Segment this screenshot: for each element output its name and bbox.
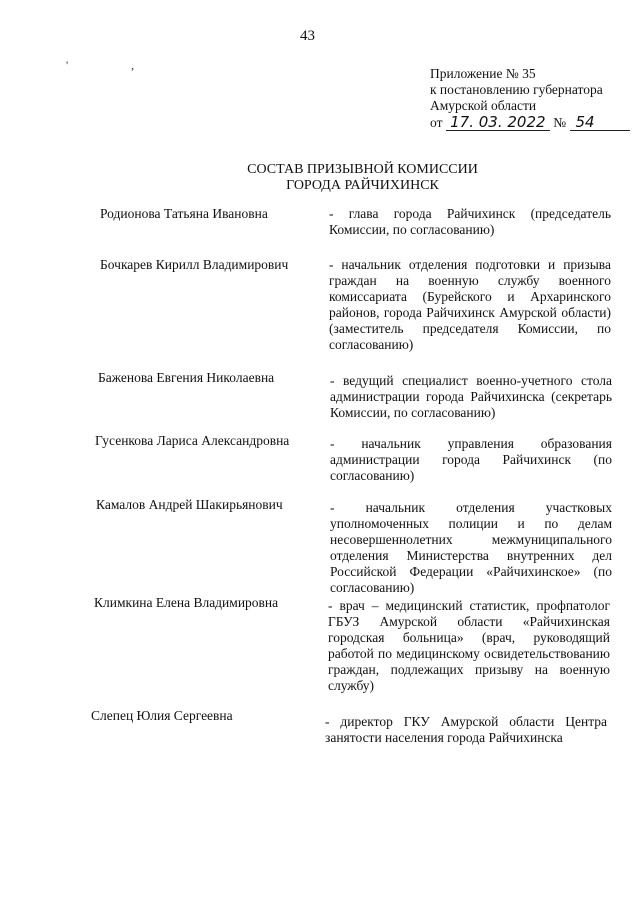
member-name: Бочкарев Кирилл Владимирович	[100, 257, 289, 272]
margin-marks: ' ,	[66, 58, 165, 72]
member-name: Гусенкова Лариса Александровна	[95, 433, 290, 448]
appendix-line-1: Приложение № 35	[430, 66, 536, 81]
handwritten-number: 54	[570, 114, 630, 131]
appendix-line-3: Амурской области	[430, 98, 537, 113]
appendix-line-2: к постановлению губернатора	[430, 82, 603, 97]
member-role: - врач – медицинский статистик, профпатолог ГБУЗ Амурской области «Райчихинская городская больница» (врач, руководящий работой по медицинскому освидетельствованию граждан, подлежащих призыву на военную службу)	[328, 598, 610, 693]
number-sign: №	[553, 115, 567, 130]
member-role: - директор ГКУ Амурской области Центра занятости населения города Райчихинска	[325, 714, 607, 745]
member-name: Климкина Елена Владимировна	[94, 595, 279, 610]
appendix-date-line	[430, 114, 630, 131]
page-number: 43	[300, 28, 315, 44]
document-title	[0, 162, 640, 194]
member-name: Родионова Татьяна Ивановна	[100, 206, 268, 221]
title-line-1: СОСТАВ ПРИЗЫВНОЙ КОМИССИИ	[247, 162, 478, 177]
member-role: - начальник управления образования администрации города Райчихинск (по согласованию)	[330, 436, 612, 483]
member-role: - глава города Райчихинск (председатель Комиссии, по согласованию)	[329, 206, 611, 237]
member-name: Слепец Юлия Сергеевна	[91, 708, 233, 723]
member-name: Камалов Андрей Шакирьянович	[96, 497, 283, 512]
title-line-2: ГОРОДА РАЙЧИХИНСК	[286, 178, 439, 193]
member-name: Баженова Евгения Николаевна	[98, 370, 275, 385]
member-role: - начальник отделения участковых уполномоченных полиции и по делам несовершеннолетних межмуниципального отделения Министерства внутренних дел Российской Федерации «Райчихинское» (по согласованию)	[330, 500, 612, 595]
member-role: - начальник отделения подготовки и призыва граждан на военную службу военного комиссариата (Бурейского и Архаринского районов, города Райчихинск Амурской области) (заместитель председателя Комиссии, по согласованию)	[329, 257, 611, 352]
member-role: - ведущий специалист военно-учетного стола администрации города Райчихинска (секретарь Комиссии, по согласованию)	[330, 373, 612, 420]
appendix-block	[430, 66, 630, 131]
handwritten-date: 17. 03. 2022	[446, 114, 550, 131]
from-label: от	[430, 115, 443, 130]
